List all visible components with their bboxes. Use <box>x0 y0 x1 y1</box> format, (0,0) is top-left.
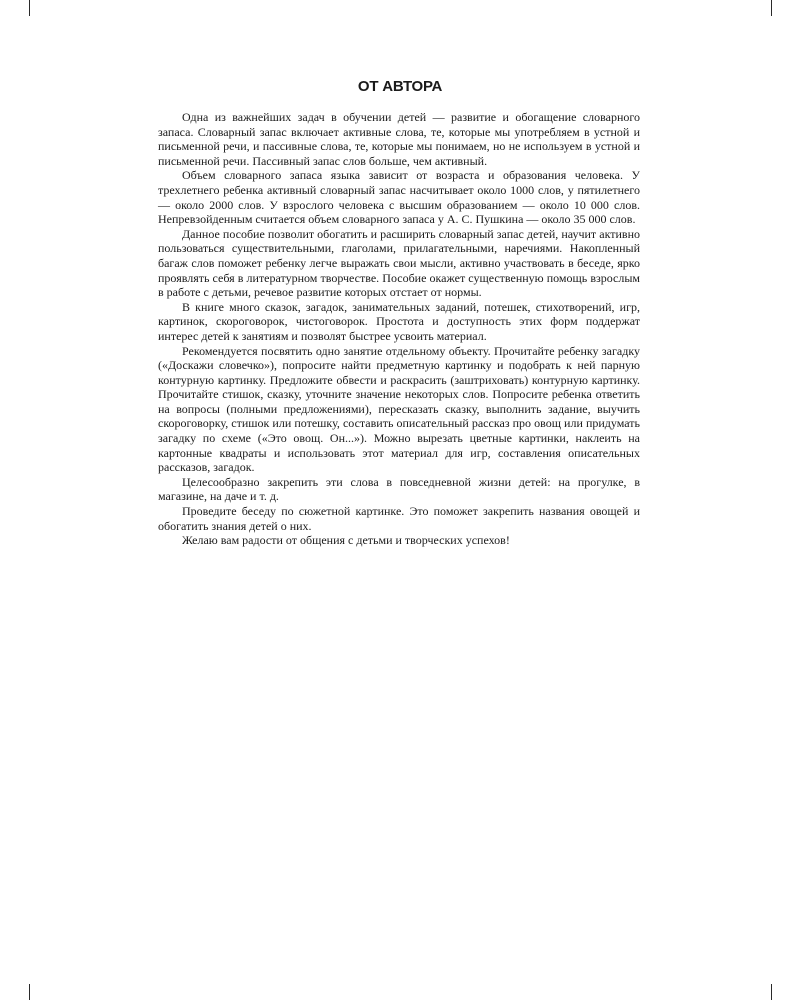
paragraph: Проведите беседу по сюжетной картинке. Это поможет закрепить названия овощей и обогатить знания детей о них. <box>158 504 640 533</box>
paragraph: Данное пособие позволит обогатить и расширить словарный запас детей, научит активно пользоваться существительными, глаголами, прилагательными, наречиями. Накопленный багаж слов поможет ребенку легче выражать свои мысли, активно участвовать в беседе, ярко проявлять себя в литературном творчестве. Пособие окажет существенную помощь взрослым в работе с детьми, речевое развитие которых отстает от нормы. <box>158 226 640 300</box>
body-text <box>158 110 640 548</box>
page-title: ОТ АВТОРА <box>357 78 443 95</box>
crop-mark <box>771 984 772 1000</box>
paragraph: Одна из важнейших задач в обучении детей — развитие и обогащение словарного запаса. Словарный запас включает активные слова, те, которые мы употребляем в устной и письменной речи, и пассивные слова, те, которые мы понимаем, но не используем в устной и письменной речи. Пассивный запас слов больше, чем активный. <box>158 110 640 168</box>
crop-mark <box>771 0 772 16</box>
paragraph: Объем словарного запаса языка зависит от возраста и образования человека. У трехлетнего ребенка активный словарный запас насчитывает около 1000 слов, у пятилетнего — около 2000 слов. У взрослого человека с высшим образованием — около 10 000 слов. Непревзойденным считается объем словарного запаса у А. С. Пушкина — около 35 000 слов. <box>158 168 640 227</box>
crop-mark <box>29 984 30 1000</box>
paragraph: В книге много сказок, загадок, занимательных заданий, потешек, стихотворений, игр, картинок, скороговорок, чистоговорок. Простота и доступность этих форм поддержат интерес детей к занятиям и позволят быстрее усвоить материал. <box>158 299 640 343</box>
paragraph: Целесообразно закрепить эти слова в повседневной жизни детей: на прогулке, в магазине, на даче и т. д. <box>158 474 640 504</box>
crop-mark <box>29 0 30 16</box>
paragraph: Рекомендуется посвятить одно занятие отдельному объекту. Прочитайте ребенку загадку («Доскажи словечко»), попросите найти предметную картинку и подобрать к ней парную контурную картинку. Предложите обвести и раскрасить (заштриховать) контурную картинку. Прочитайте стишок, сказку, уточните значение некоторых слов. Попросите ребенка ответить на вопросы (полными предложениями), пересказать сказку, выполнить задание, выучить скороговорку, стишок или потешку, составить описательный рассказ про овощ или придумать загадку по схеме («Это овощ. Он...»). Можно вырезать цветные картинки, наклеить на картонные квадраты и использовать этот материал для игр, составления описательных рассказов, загадок. <box>158 343 640 475</box>
paragraph: Желаю вам радости от общения с детьми и творческих успехов! <box>182 533 510 548</box>
